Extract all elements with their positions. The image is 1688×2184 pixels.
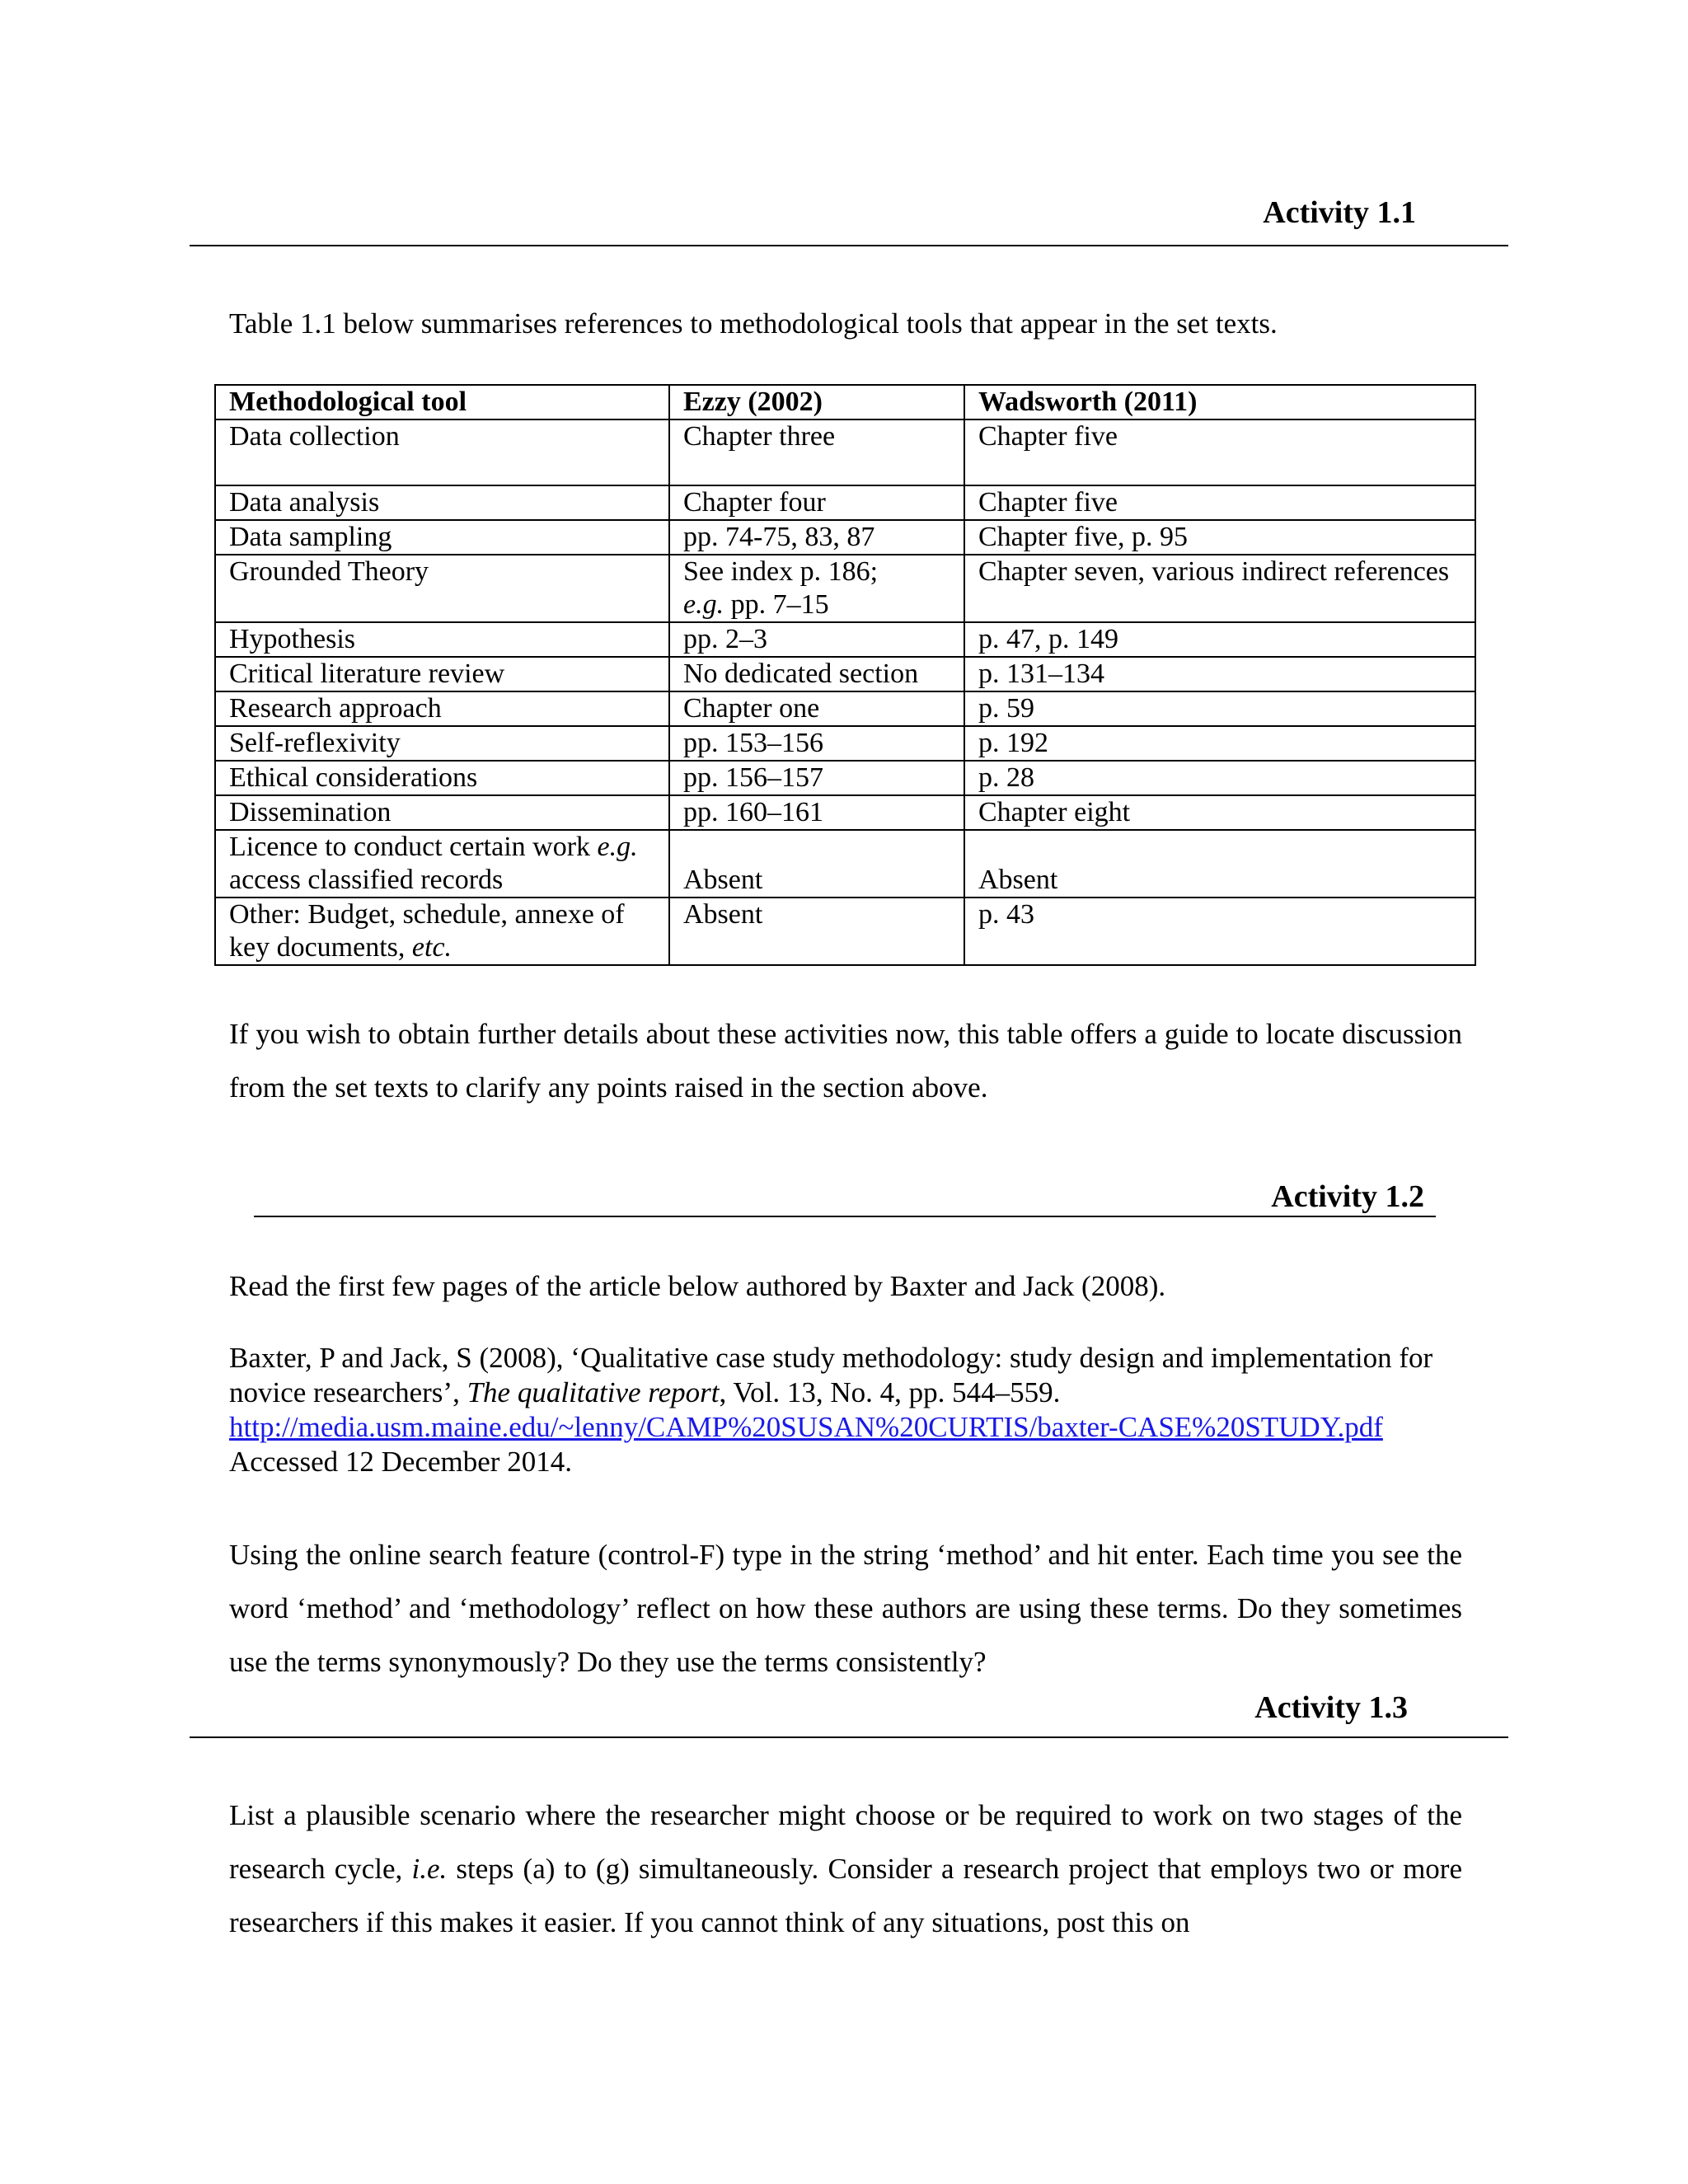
methodological-tools-table (214, 384, 1476, 966)
cell-ezzy (669, 555, 964, 622)
activity-1-1-heading: Activity 1.1 (1263, 195, 1416, 230)
cell-ezzy: Absent (669, 898, 964, 965)
cell-tool: Data sampling (215, 520, 669, 555)
cell-wadsworth: p. 192 (964, 726, 1475, 761)
table-row (215, 795, 1475, 830)
table-row (215, 419, 1475, 485)
cell-wadsworth: Chapter five (964, 419, 1475, 485)
cell-wadsworth: p. 28 (964, 761, 1475, 795)
cell-tool: Critical literature review (215, 657, 669, 691)
cell-ezzy-line2: pp. 7–15 (724, 589, 829, 620)
cell-tool: Ethical considerations (215, 761, 669, 795)
cell-tool-eg: e.g. (597, 832, 638, 862)
table-intro: Table 1.1 below summarises references to methodological tools that appear in the set texts. (229, 307, 1278, 340)
activity-1-3-rule (190, 1736, 1508, 1738)
table-row (215, 520, 1475, 555)
scenario-task-paragraph (229, 1788, 1462, 1949)
reference-accessed: Accessed 12 December 2014. (229, 1446, 572, 1478)
cell-ezzy: Chapter four (669, 485, 964, 520)
cell-tool-line1: Licence to conduct certain work (229, 832, 598, 862)
cell-wadsworth: Chapter eight (964, 795, 1475, 830)
cell-tool: Dissemination (215, 795, 669, 830)
reference-authors: Baxter, P and Jack, S (2008), ‘Qualitative case study methodology: study design and implementation for novice researchers’, (229, 1342, 1433, 1408)
header-tool: Methodological tool (215, 385, 669, 419)
table-header-row (215, 385, 1475, 419)
header-ezzy: Ezzy (2002) (669, 385, 964, 419)
article-instruction: Read the first few pages of the article below authored by Baxter and Jack (2008). (229, 1270, 1166, 1302)
activity-1-1-rule (190, 245, 1508, 246)
cell-tool: Grounded Theory (215, 555, 669, 622)
cell-tool: Data collection (215, 419, 669, 485)
cell-ezzy: No dedicated section (669, 657, 964, 691)
cell-ezzy: pp. 160–161 (669, 795, 964, 830)
cell-ezzy: pp. 74-75, 83, 87 (669, 520, 964, 555)
cell-wadsworth: p. 47, p. 149 (964, 622, 1475, 657)
cell-ezzy: Chapter one (669, 691, 964, 726)
cell-ezzy: Absent (669, 830, 964, 898)
header-wadsworth: Wadsworth (2011) (964, 385, 1475, 419)
cell-tool-etc: etc. (411, 932, 452, 963)
reference-details: , Vol. 13, No. 4, pp. 544–559. (719, 1376, 1061, 1408)
cell-ezzy: pp. 2–3 (669, 622, 964, 657)
cell-wadsworth: Chapter seven, various indirect references (964, 555, 1475, 622)
cell-wadsworth: p. 43 (964, 898, 1475, 965)
table-row (215, 555, 1475, 622)
cell-tool: Research approach (215, 691, 669, 726)
table-row (215, 761, 1475, 795)
cell-tool (215, 898, 669, 965)
reference-url-link[interactable]: http://media.usm.maine.edu/~lenny/CAMP%20SUSAN%20CURTIS/baxter-CASE%20STUDY.pdf (229, 1411, 1383, 1443)
activity-1-3-heading: Activity 1.3 (1254, 1690, 1408, 1725)
scenario-text-b: steps (a) to (g) simultaneously. Consider a research project that employs two or more researchers if this makes it easier. If you cannot think of any situations, post this on (229, 1853, 1462, 1938)
cell-wadsworth: p. 59 (964, 691, 1475, 726)
cell-wadsworth: Chapter five, p. 95 (964, 520, 1475, 555)
activity-1-2-rule (254, 1216, 1436, 1217)
activity-1-2-heading: Activity 1.2 (1271, 1179, 1424, 1214)
cell-ezzy: Chapter three (669, 419, 964, 485)
cell-wadsworth: Absent (964, 830, 1475, 898)
table-row (215, 485, 1475, 520)
cell-ezzy-line1: See index p. 186; (683, 556, 879, 587)
search-task-paragraph: Using the online search feature (control-F) type in the string ‘method’ and hit enter. Each time you see the word ‘method’ and ‘methodology’ reflect on how these authors are using these terms. Do they sometimes use the terms synonymously? Do they use the terms consistently? (229, 1539, 1462, 1678)
table-row (215, 830, 1475, 898)
cell-tool-line1: Other: Budget, schedule, annexe of (229, 899, 625, 930)
cell-ezzy-eg: e.g. (683, 589, 724, 620)
cell-tool: Hypothesis (215, 622, 669, 657)
cell-wadsworth: p. 131–134 (964, 657, 1475, 691)
article-reference (229, 1341, 1465, 1479)
cell-ezzy: pp. 156–157 (669, 761, 964, 795)
cell-tool: Data analysis (215, 485, 669, 520)
table-followup-paragraph: If you wish to obtain further details about these activities now, this table offers a guide to locate discussion from the set texts to clarify any points raised in the section above. (229, 1018, 1462, 1104)
table-row (215, 726, 1475, 761)
reference-journal: The qualitative report (467, 1376, 720, 1408)
table-row (215, 622, 1475, 657)
cell-tool-line2: access classified records (229, 865, 504, 895)
table-row (215, 898, 1475, 965)
table-row (215, 657, 1475, 691)
table-row (215, 691, 1475, 726)
cell-tool (215, 830, 669, 898)
cell-tool-line2: key documents, (229, 932, 412, 963)
cell-ezzy: pp. 153–156 (669, 726, 964, 761)
cell-wadsworth: Chapter five (964, 485, 1475, 520)
cell-tool: Self-reflexivity (215, 726, 669, 761)
scenario-text-a: List a plausible scenario where the researcher might choose or be required to work on two stages of the research cycle, (229, 1799, 1462, 1885)
scenario-text-ie: i.e. (411, 1853, 448, 1885)
